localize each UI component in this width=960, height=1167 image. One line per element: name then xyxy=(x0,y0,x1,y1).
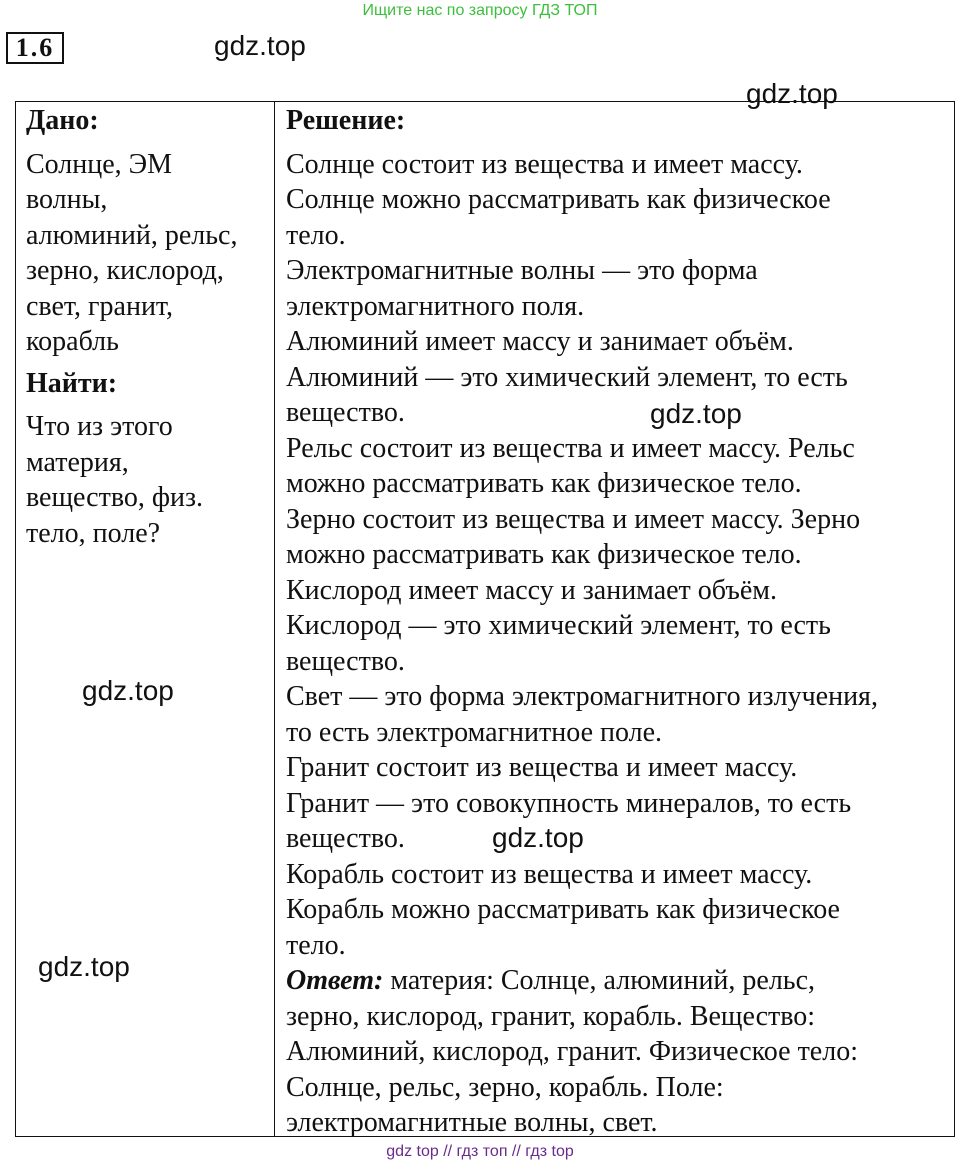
watermark: gdz.top xyxy=(650,398,742,429)
watermark: gdz.top xyxy=(746,78,838,109)
find-line: тело, поле? xyxy=(26,517,161,549)
given-line: волны, xyxy=(26,184,108,215)
solution-line: Корабль состоит из вещества и имеет массу. xyxy=(286,858,813,890)
answer-line: Алюминий, кислород, гранит. Физическое тело: xyxy=(286,1036,858,1067)
given-column xyxy=(26,103,272,551)
solution-line: электромагнитного поля. xyxy=(286,290,585,322)
find-heading: Найти: xyxy=(26,367,118,399)
answer-line: Солнце, рельс, зерно, корабль. Поле: xyxy=(286,1071,724,1103)
solution-line: Алюминий имеет массу и занимает объём. xyxy=(286,326,794,357)
given-line: свет, гранит, xyxy=(26,290,174,322)
problem-number: 1.6 xyxy=(6,32,64,64)
top-banner[interactable]: Ищите нас по запросу ГДЗ ТОП xyxy=(362,2,598,19)
solution-line: тело. xyxy=(286,219,346,251)
find-line: Что из этого xyxy=(26,411,173,442)
solution-heading: Решение: xyxy=(286,105,406,136)
find-line: вещество, физ. xyxy=(26,482,204,513)
given-heading: Дано: xyxy=(26,105,99,136)
solution-line: Гранит — это совокупность минералов, то есть xyxy=(286,787,852,819)
given-line: корабль xyxy=(26,326,119,357)
given-line: алюминий, рельс, xyxy=(26,219,238,251)
find-line: материя, xyxy=(26,446,129,478)
solution-line: Электромагнитные волны — это форма xyxy=(286,255,758,286)
watermark: gdz.top xyxy=(214,30,306,61)
solution-line: Солнце состоит из вещества и имеет массу. xyxy=(286,148,803,180)
solution-line: вещество. xyxy=(286,397,405,428)
solution-line: Рельс состоит из вещества и имеет массу. Рельс xyxy=(286,432,855,464)
solution-column xyxy=(286,103,950,1141)
solution-line: Кислород — это химический элемент, то есть xyxy=(286,610,831,641)
watermark: gdz.top xyxy=(38,951,130,982)
watermark: gdz.top xyxy=(492,822,584,853)
answer-text: материя: Солнце, алюминий, рельс, xyxy=(383,965,816,996)
solution-line: Зерно состоит из вещества и имеет массу. Зерно xyxy=(286,503,861,535)
solution-line: Солнце можно рассматривать как физическое xyxy=(286,184,831,215)
solution-line: вещество. xyxy=(286,823,405,854)
answer-line xyxy=(286,963,950,999)
solution-line: вещество. xyxy=(286,645,405,677)
solution-line: Гранит состоит из вещества и имеет массу. xyxy=(286,752,798,783)
solution-line: Корабль можно рассматривать как физическое xyxy=(286,894,840,925)
footer-links[interactable]: gdz top // гдз топ // гдз top xyxy=(386,1143,574,1160)
answer-line: зерно, кислород, гранит, корабль. Вещество: xyxy=(286,1000,816,1032)
solution-line: можно рассматривать как физическое тело. xyxy=(286,468,802,499)
solution-line: то есть электромагнитное поле. xyxy=(286,716,663,748)
given-line: Солнце, ЭМ xyxy=(26,148,173,180)
solution-line: тело. xyxy=(286,929,346,961)
column-divider xyxy=(274,101,275,1137)
answer-line: электромагнитные волны, свет. xyxy=(286,1107,658,1138)
solution-line: Кислород имеет массу и занимает объём. xyxy=(286,574,777,606)
solution-line: Алюминий — это химический элемент, то есть xyxy=(286,361,848,393)
solution-line: можно рассматривать как физическое тело. xyxy=(286,539,802,570)
watermark: gdz.top xyxy=(82,675,174,706)
given-line: зерно, кислород, xyxy=(26,255,224,286)
answer-label: Ответ: xyxy=(286,965,384,996)
solution-line: Свет — это форма электромагнитного излучения, xyxy=(286,681,878,712)
